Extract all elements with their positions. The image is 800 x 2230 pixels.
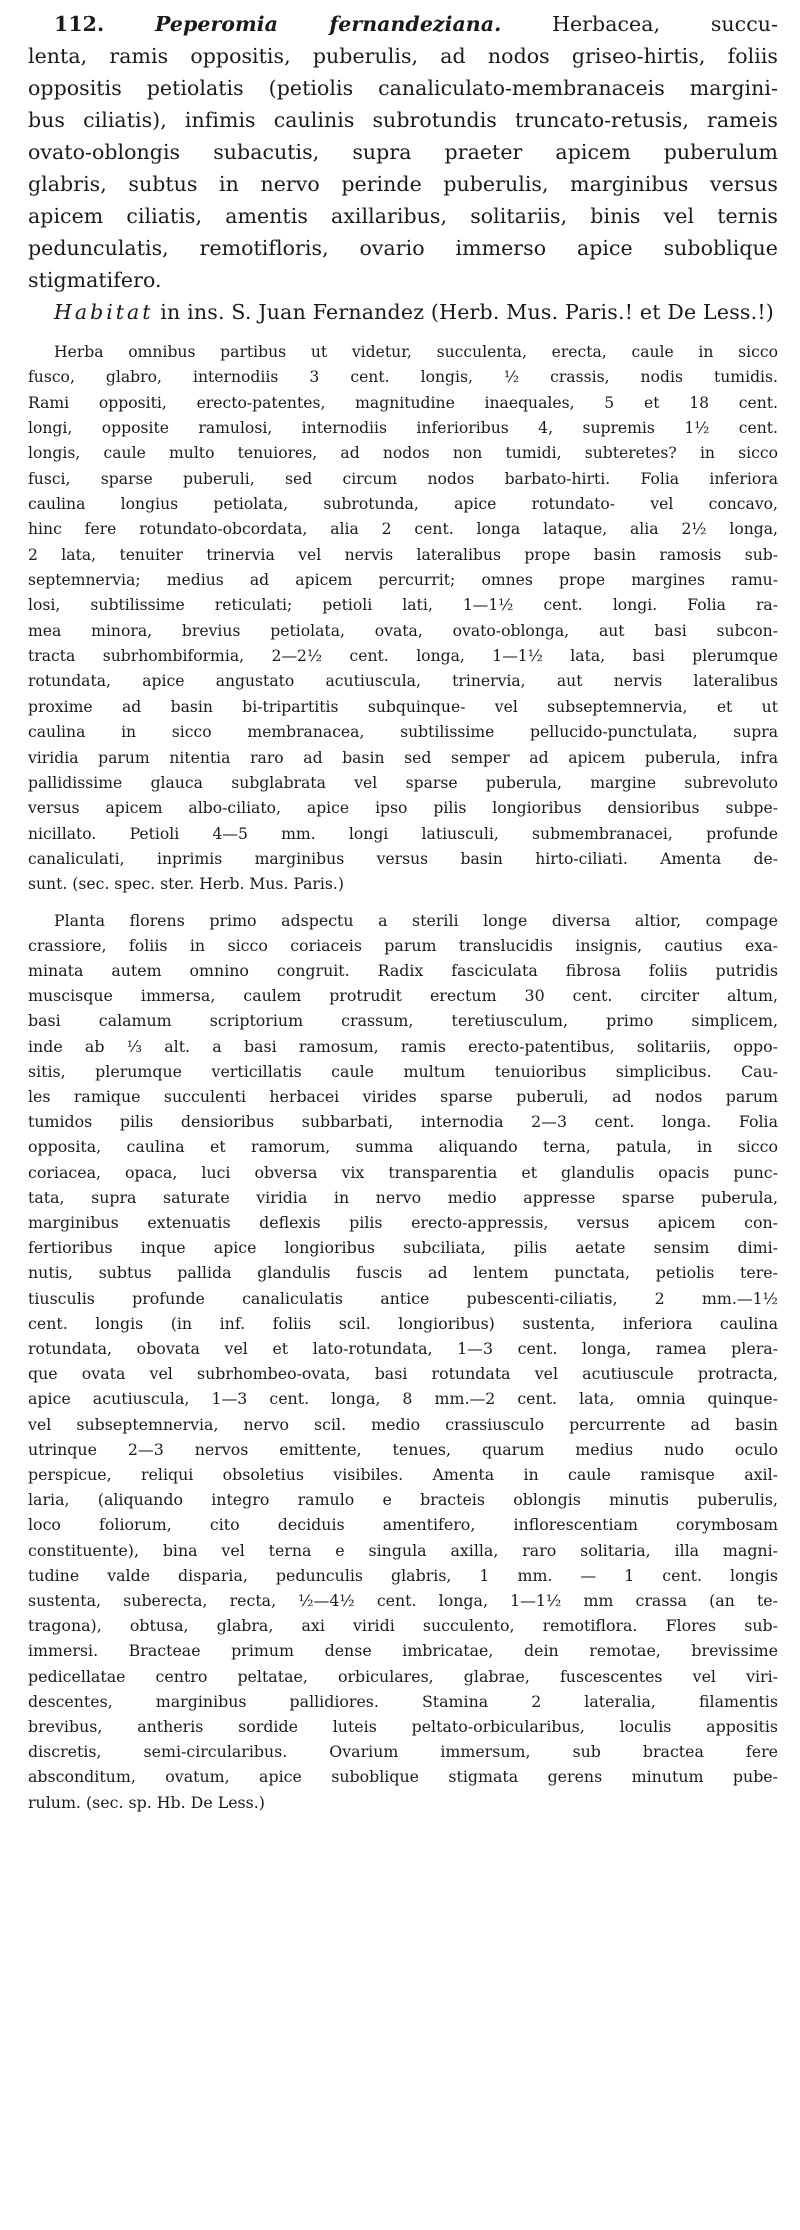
description-line: canaliculati, inprimis marginibus versus basin hirto-ciliati. Amenta de- [28, 849, 778, 868]
description-line: marginibus extenuatis deflexis pilis erecto-appressis, versus apicem con- [28, 1213, 778, 1232]
description-line: sunt. (sec. spec. ster. Herb. Mus. Paris.) [28, 875, 344, 894]
description-line: utrinque 2—3 nervos emittente, tenues, quarum medius nudo oculo [28, 1439, 778, 1459]
description-line: nicillato. Petioli 4—5 mm. longi latiusculi, submembranacei, profunde [28, 824, 778, 843]
description-line: fertioribus inque apice longioribus subciliata, pilis aetate sensim dimi- [28, 1238, 778, 1258]
description-line: rulum. (sec. sp. Hb. De Less.) [28, 1792, 265, 1812]
description-line: proxime ad basin bi-tripartitis subquinque- vel subseptemnervia, et ut [28, 697, 778, 716]
description-line: immersi. Bracteae primum dense imbricatae, dein remotae, brevissime [28, 1641, 778, 1661]
description-line: tata, supra saturate viridia in nervo medio appresse sparse puberula, [28, 1187, 778, 1207]
habitat-line [28, 296, 778, 328]
description-line: coriacea, opaca, luci obversa vix transparentia et glandulis opacis punc- [28, 1162, 778, 1182]
description-sterile [28, 340, 778, 898]
description-line: vel subseptemnervia, nervo scil. medio crassiusculo percurrente ad basin [28, 1414, 778, 1434]
description-line: Rami oppositi, erecto-patentes, magnitudine inaequales, 5 et 18 cent. [28, 393, 778, 412]
description-line: fusco, glabro, internodiis 3 cent. longis, ½ crassis, nodis tumidis. [28, 368, 778, 387]
description-line: caulina longius petiolata, subrotunda, apice rotundato- vel concavo, [28, 495, 778, 514]
species-diagnosis [28, 8, 778, 296]
description-line: laria, (aliquando integro ramulo e bracteis oblongis minutis puberulis, [28, 1490, 778, 1510]
description-line: sustenta, suberecta, recta, ½—4½ cent. longa, 1—1½ mm crassa (an te- [28, 1591, 778, 1611]
description-flowering [28, 908, 778, 1815]
diagnosis-line: stigmatifero. [28, 268, 162, 292]
description-line: les ramique succulenti herbacei virides sparse puberuli, ad nodos parum [28, 1086, 778, 1106]
description-line: nutis, subtus pallida glandulis fuscis ad lentem punctata, petiolis tere- [28, 1263, 778, 1283]
diagnosis-line: oppositis petiolatis (petiolis canaliculato-membranaceis margini- [28, 76, 778, 100]
diagnosis-first-line [28, 8, 778, 40]
species-number: 112. [54, 12, 105, 36]
description-line: hinc fere rotundato-obcordata, alia 2 cent. longa lataque, alia 2½ longa, [28, 520, 778, 539]
description-line: apice acutiuscula, 1—3 cent. longa, 8 mm.—2 cent. lata, omnia quinque- [28, 1389, 778, 1409]
diagnosis-line: bus ciliatis), infimis caulinis subrotundis truncato-retusis, rameis [28, 108, 778, 132]
description-line: que ovata vel subrhombeo-ovata, basi rotundata vel acutiuscule protracta, [28, 1364, 778, 1384]
description-line: cent. longis (in inf. foliis scil. longioribus) sustenta, inferiora caulina [28, 1313, 778, 1333]
habitat-label: Habitat [54, 300, 154, 324]
description-line: descentes, marginibus pallidiores. Stamina 2 lateralia, filamentis [28, 1691, 778, 1711]
description-line: inde ab ⅓ alt. a basi ramosum, ramis erecto-patentibus, solitariis, oppo- [28, 1036, 778, 1056]
description-line: caulina in sicco membranacea, subtilissime pellucido-punctulata, supra [28, 723, 778, 742]
description-line: minata autem omnino congruit. Radix fasciculata fibrosa foliis putridis [28, 960, 778, 980]
description-line: absconditum, ovatum, apice suboblique stigmata gerens minutum pube- [28, 1767, 778, 1787]
diagnosis-line: pedunculatis, remotifloris, ovario immerso apice suboblique [28, 236, 778, 260]
description-line: tiusculis profunde canaliculatis antice pubescenti-ciliatis, 2 mm.—1½ [28, 1288, 778, 1308]
description-line: pallidissime glauca subglabrata vel sparse puberula, margine subrevoluto [28, 773, 778, 792]
description-line: constituente), bina vel terna e singula axilla, raro solitaria, illa magni- [28, 1540, 778, 1560]
description-line: sitis, plerumque verticillatis caule multum tenuioribus simplicibus. Cau- [28, 1061, 778, 1081]
description-line: mea minora, brevius petiolata, ovata, ovato-oblonga, aut basi subcon- [28, 621, 778, 640]
description-line: longis, caule multo tenuiores, ad nodos non tumidi, subteretes? in sicco [28, 444, 778, 463]
diagnosis-line: Herbacea, succu- [552, 12, 778, 36]
description-line: rotundata, obovata vel et lato-rotundata, 1—3 cent. longa, ramea plera- [28, 1339, 778, 1359]
description-line: brevibus, antheris sordide luteis peltato-orbicularibus, loculis appositis [28, 1717, 778, 1737]
description-line: Herba omnibus partibus ut videtur, succulenta, erecta, caule in sicco [54, 343, 778, 361]
description-line: 2 lata, tenuiter trinervia vel nervis lateralibus prope basin ramosis sub- [28, 545, 778, 564]
description-line: rotundata, apice angustato acutiuscula, trinervia, aut nervis lateralibus [28, 672, 778, 691]
description-line: basi calamum scriptorium crassum, teretiusculum, primo simplicem, [28, 1011, 778, 1031]
habitat-paragraph [28, 296, 778, 328]
diagnosis-line: glabris, subtus in nervo perinde puberulis, marginibus versus [28, 172, 778, 196]
diagnosis-line: lenta, ramis oppositis, puberulis, ad nodos griseo-hirtis, foliis [28, 44, 778, 68]
description-line: tracta subrhombiformia, 2—2½ cent. longa, 1—1½ lata, basi plerumque [28, 647, 778, 666]
description-line: crassiore, foliis in sicco coriaceis parum translucidis insignis, cautius exa- [28, 935, 778, 955]
description-line: opposita, caulina et ramorum, summa aliquando terna, patula, in sicco [28, 1137, 778, 1157]
description-line: tudine valde disparia, pedunculis glabris, 1 mm. — 1 cent. longis [28, 1565, 778, 1585]
description-line: discretis, semi-circularibus. Ovarium immersum, sub bractea fere [28, 1742, 778, 1762]
description-line: tumidos pilis densioribus subbarbati, internodia 2—3 cent. longa. Folia [28, 1112, 778, 1132]
diagnosis-line: apicem ciliatis, amentis axillaribus, solitariis, binis vel ternis [28, 204, 778, 228]
description-line: perspicue, reliqui obsoletius visibiles. Amenta in caule ramisque axil- [28, 1465, 778, 1485]
description-line: loco foliorum, cito deciduis amentifero, inflorescentiam corymbosam [28, 1515, 778, 1535]
description-line: septemnervia; medius ad apicem percurrit; omnes prope margines ramu- [28, 571, 778, 590]
diagnosis-line: ovato-oblongis subacutis, supra praeter apicem puberulum [28, 140, 778, 164]
description-line: longi, opposite ramulosi, internodiis inferioribus 4, supremis 1½ cent. [28, 419, 778, 438]
species-name: Peperomia fernandeziana. [154, 12, 502, 36]
description-line: losi, subtilissime reticulati; petioli lati, 1—1½ cent. longi. Folia ra- [28, 596, 778, 615]
description-line: pedicellatae centro peltatae, orbiculares, glabrae, fuscescentes vel viri- [28, 1666, 778, 1686]
description-line: tragona), obtusa, glabra, axi viridi succulento, remotiflora. Flores sub- [28, 1616, 778, 1636]
description-line: muscisque immersa, caulem protrudit erectum 30 cent. circiter altum, [28, 986, 778, 1006]
description-line: Planta florens primo adspectu a sterili longe diversa altior, compage [54, 910, 778, 930]
description-line: fusci, sparse puberuli, sed circum nodos barbato-hirti. Folia inferiora [28, 469, 778, 488]
habitat-text: in ins. S. Juan Fernandez (Herb. Mus. Paris.! et De Less.!) [160, 300, 774, 324]
description-line: versus apicem albo-ciliato, apice ipso pilis longioribus densioribus subpe- [28, 799, 778, 818]
description-line: viridia parum nitentia raro ad basin sed semper ad apicem puberula, infra [28, 748, 778, 767]
